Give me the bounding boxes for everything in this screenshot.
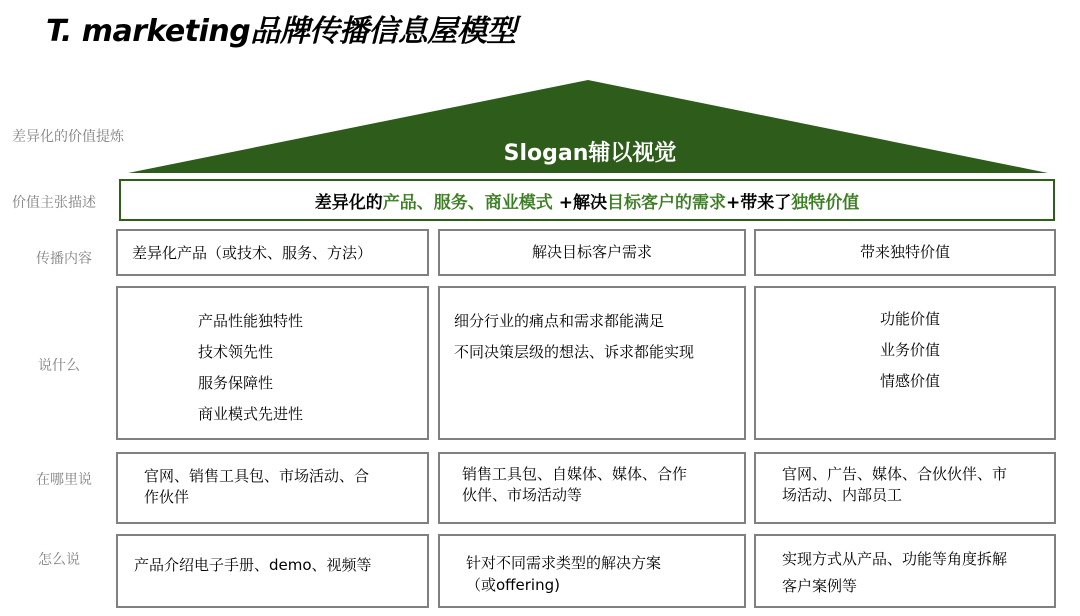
list-item: 服务保障性 [198,374,274,392]
column-2-how-box [438,534,746,608]
column-1-what-list [198,306,303,430]
column-3-header-box [754,229,1056,276]
row-label-where: 在哪里说 [36,472,92,488]
column-3-how-list [782,546,1007,600]
value-text-part: +解决 [552,192,607,213]
row-label-how: 怎么说 [38,552,80,568]
column-3-what-box [754,286,1056,440]
column-2-what-box [438,286,746,440]
list-item: 细分行业的痛点和需求都能满足 [454,312,665,330]
list-item: 客户案例等 [782,577,858,595]
row-label-what: 说什么 [38,358,80,374]
list-item: 销售工具包、自媒体、媒体、合作 [462,465,688,483]
row-label-roof: 差异化的价值提炼 [12,129,124,145]
column-1-where-list [144,466,369,508]
column-1-how-list [134,554,372,576]
column-1-what-box [116,286,429,440]
column-2-how-list [466,552,661,596]
column-3-where-list [782,464,1007,506]
column-2-header-box [438,229,746,276]
value-highlight-offering: 产品、服务、商业模式 [382,192,553,213]
row-label-content: 传播内容 [36,251,92,267]
column-1-header-box [116,229,429,276]
column-3-how-box [754,534,1056,608]
column-3-where-box [754,452,1056,524]
slogan-text: Slogan辅以视觉 [503,141,677,166]
list-item: 情感价值 [880,372,941,390]
list-item: 官网、销售工具包、市场活动、合 [144,467,370,485]
column-2-where-box [438,452,746,524]
column-2-where-list [462,464,687,506]
column-1-how-box [116,534,429,608]
value-text-part: 差异化的 [314,192,383,213]
list-item: 技术领先性 [198,343,274,361]
list-item: 产品介绍电子手册、demo、视频等 [134,556,372,574]
column-3-what-list [880,304,940,397]
list-item: 官网、广告、媒体、合伙伙伴、市 [782,465,1008,483]
value-proposition-bar [119,179,1055,221]
list-item: 实现方式从产品、功能等角度拆解 [782,550,1008,568]
list-item: 针对不同需求类型的解决方案 [466,554,662,572]
column-2-header: 解决目标客户需求 [531,242,652,261]
list-item: （或offering) [466,576,560,594]
list-item: 产品性能独特性 [198,312,304,330]
column-2-what-list [454,306,694,368]
column-1-header: 差异化产品（或技术、服务、方法） [132,244,373,262]
list-item: 伙伴、市场活动等 [462,486,583,504]
list-item: 业务价值 [880,341,941,359]
column-3-header: 带来独特价值 [859,242,950,261]
list-item: 商业模式先进性 [198,405,304,423]
value-highlight-needs: 目标客户的需求 [606,192,726,213]
list-item: 场活动、内部员工 [782,486,903,504]
list-item: 不同决策层级的想法、诉求都能实现 [454,343,695,361]
column-1-where-box [116,452,429,524]
list-item: 作伙伴 [144,488,190,506]
value-text-part: +带来了 [725,192,792,213]
list-item: 功能价值 [880,310,941,328]
row-label-value: 价值主张描述 [12,195,96,211]
page-title: T. marketing品牌传播信息屋模型 [46,14,516,49]
value-highlight-unique: 独特价值 [791,192,860,213]
